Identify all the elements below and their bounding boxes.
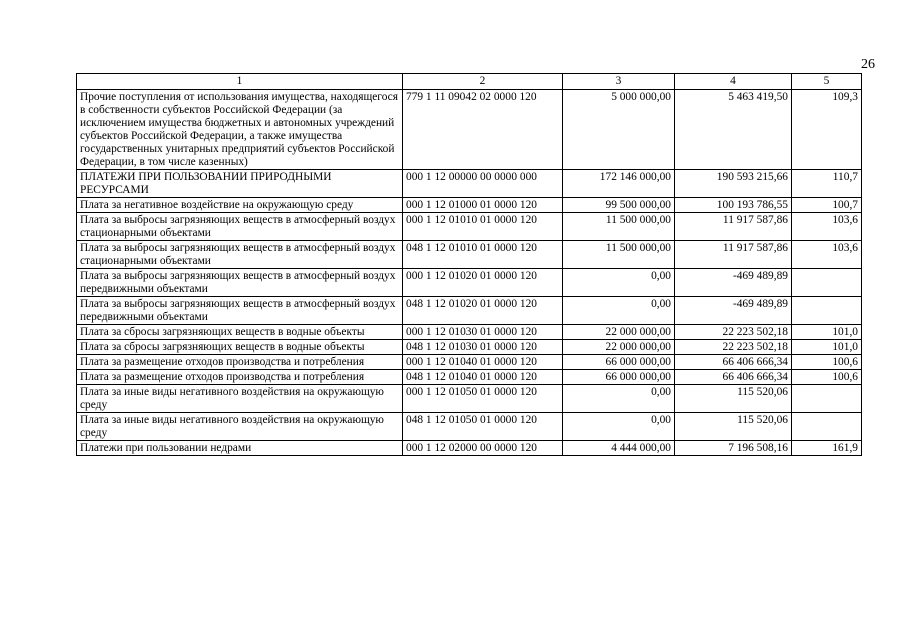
row-plan-cell: 22 000 000,00 — [563, 340, 675, 355]
table-row — [77, 198, 862, 213]
row-actual-cell: 11 917 587,86 — [675, 213, 792, 241]
row-percent-cell: 101,0 — [792, 340, 862, 355]
row-actual-cell: 5 463 419,50 — [675, 90, 792, 170]
table-row — [77, 413, 862, 441]
row-name-cell: Плата за размещение отходов производства и потребления — [77, 355, 403, 370]
table-row — [77, 340, 862, 355]
row-plan-cell: 11 500 000,00 — [563, 241, 675, 269]
row-code-cell: 000 1 12 01020 01 0000 120 — [403, 269, 563, 297]
row-code-cell: 000 1 12 02000 00 0000 120 — [403, 441, 563, 456]
row-name-cell: Плата за сбросы загрязняющих веществ в водные объекты — [77, 325, 403, 340]
row-plan-cell: 66 000 000,00 — [563, 370, 675, 385]
row-plan-cell: 11 500 000,00 — [563, 213, 675, 241]
page-number: 26 — [861, 57, 875, 72]
row-name-cell: Плата за выбросы загрязняющих веществ в атмосферный воздух передвижными объектами — [77, 297, 403, 325]
row-code-cell: 000 1 12 01030 01 0000 120 — [403, 325, 563, 340]
row-actual-cell: 66 406 666,34 — [675, 370, 792, 385]
row-actual-cell: 115 520,06 — [675, 385, 792, 413]
row-percent-cell: 103,6 — [792, 241, 862, 269]
row-plan-cell: 5 000 000,00 — [563, 90, 675, 170]
row-code-cell: 779 1 11 09042 02 0000 120 — [403, 90, 563, 170]
row-percent-cell: 103,6 — [792, 213, 862, 241]
row-actual-cell: 190 593 215,66 — [675, 170, 792, 198]
row-name-cell: ПЛАТЕЖИ ПРИ ПОЛЬЗОВАНИИ ПРИРОДНЫМИ РЕСУРСАМИ — [77, 170, 403, 198]
row-actual-cell: 22 223 502,18 — [675, 340, 792, 355]
row-plan-cell: 0,00 — [563, 269, 675, 297]
table-row — [77, 325, 862, 340]
row-code-cell: 000 1 12 01000 01 0000 120 — [403, 198, 563, 213]
column-header: 5 — [792, 74, 862, 90]
table-row — [77, 370, 862, 385]
column-header: 1 — [77, 74, 403, 90]
column-header: 2 — [403, 74, 563, 90]
row-percent-cell: 161,9 — [792, 441, 862, 456]
row-plan-cell: 99 500 000,00 — [563, 198, 675, 213]
row-name-cell: Плата за выбросы загрязняющих веществ в атмосферный воздух стационарными объектами — [77, 241, 403, 269]
row-name-cell: Плата за иные виды негативного воздействия на окружающую среду — [77, 413, 403, 441]
row-name-cell: Плата за сбросы загрязняющих веществ в водные объекты — [77, 340, 403, 355]
row-percent-cell: 100,7 — [792, 198, 862, 213]
table-row — [77, 441, 862, 456]
row-percent-cell — [792, 297, 862, 325]
row-code-cell: 000 1 12 01040 01 0000 120 — [403, 355, 563, 370]
row-percent-cell: 100,6 — [792, 355, 862, 370]
row-percent-cell: 110,7 — [792, 170, 862, 198]
row-plan-cell: 0,00 — [563, 385, 675, 413]
row-code-cell: 048 1 12 01050 01 0000 120 — [403, 413, 563, 441]
table-body — [77, 90, 862, 456]
row-actual-cell: 22 223 502,18 — [675, 325, 792, 340]
row-plan-cell: 0,00 — [563, 297, 675, 325]
row-code-cell: 000 1 12 01010 01 0000 120 — [403, 213, 563, 241]
row-percent-cell: 109,3 — [792, 90, 862, 170]
row-actual-cell: 100 193 786,55 — [675, 198, 792, 213]
row-name-cell: Плата за негативное воздействие на окружающую среду — [77, 198, 403, 213]
revenue-table — [76, 73, 862, 456]
table-row — [77, 269, 862, 297]
row-percent-cell — [792, 385, 862, 413]
table-row — [77, 385, 862, 413]
row-actual-cell: 115 520,06 — [675, 413, 792, 441]
row-percent-cell: 100,6 — [792, 370, 862, 385]
row-percent-cell: 101,0 — [792, 325, 862, 340]
row-plan-cell: 22 000 000,00 — [563, 325, 675, 340]
row-percent-cell — [792, 413, 862, 441]
row-name-cell: Плата за иные виды негативного воздействия на окружающую среду — [77, 385, 403, 413]
row-code-cell: 048 1 12 01020 01 0000 120 — [403, 297, 563, 325]
row-name-cell: Плата за выбросы загрязняющих веществ в атмосферный воздух стационарными объектами — [77, 213, 403, 241]
row-name-cell: Плата за размещение отходов производства и потребления — [77, 370, 403, 385]
row-percent-cell — [792, 269, 862, 297]
row-code-cell: 048 1 12 01040 01 0000 120 — [403, 370, 563, 385]
row-code-cell: 000 1 12 00000 00 0000 000 — [403, 170, 563, 198]
row-actual-cell: 11 917 587,86 — [675, 241, 792, 269]
row-plan-cell: 4 444 000,00 — [563, 441, 675, 456]
column-header: 3 — [563, 74, 675, 90]
row-code-cell: 000 1 12 01050 01 0000 120 — [403, 385, 563, 413]
row-actual-cell: 66 406 666,34 — [675, 355, 792, 370]
table-row — [77, 241, 862, 269]
row-name-cell: Плата за выбросы загрязняющих веществ в атмосферный воздух передвижными объектами — [77, 269, 403, 297]
header-row — [77, 74, 862, 90]
row-plan-cell: 172 146 000,00 — [563, 170, 675, 198]
row-actual-cell: 7 196 508,16 — [675, 441, 792, 456]
row-name-cell: Платежи при пользовании недрами — [77, 441, 403, 456]
table-row — [77, 297, 862, 325]
table-row — [77, 170, 862, 198]
row-name-cell: Прочие поступления от использования имущества, находящегося в собственности субъектов Российской Федерации (за исключением имущества бюджетных и автономных учреждений субъектов Российской Федерации, а также имущества государственных унитарных предприятий субъектов Российской Федерации, в том числе казенных) — [77, 90, 403, 170]
row-code-cell: 048 1 12 01030 01 0000 120 — [403, 340, 563, 355]
row-code-cell: 048 1 12 01010 01 0000 120 — [403, 241, 563, 269]
row-actual-cell: -469 489,89 — [675, 269, 792, 297]
row-plan-cell: 0,00 — [563, 413, 675, 441]
table-row — [77, 213, 862, 241]
row-plan-cell: 66 000 000,00 — [563, 355, 675, 370]
table-row — [77, 355, 862, 370]
column-header: 4 — [675, 74, 792, 90]
row-actual-cell: -469 489,89 — [675, 297, 792, 325]
table-row — [77, 90, 862, 170]
